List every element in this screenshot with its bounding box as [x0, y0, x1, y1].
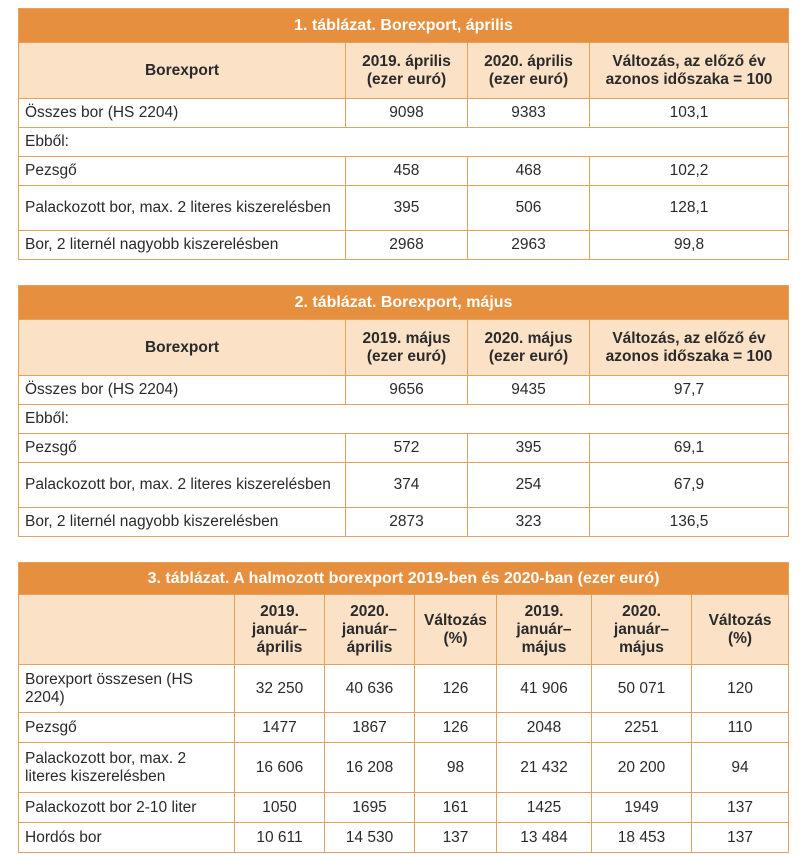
- row-label: Összes bor (HS 2204): [19, 376, 346, 405]
- table-cell: 1949: [592, 793, 692, 823]
- table-cell: 2968: [346, 231, 468, 260]
- table-cell: 9656: [346, 376, 468, 405]
- table-cell: 395: [468, 434, 590, 463]
- table-cell: 1695: [325, 793, 415, 823]
- row-label: Pezsgő: [19, 713, 235, 743]
- table-cell: 21 432: [497, 743, 592, 793]
- column-header: 2019. január–május: [497, 595, 592, 665]
- table-cell: 50 071: [592, 665, 692, 713]
- table-row: [19, 823, 789, 853]
- table-row: [19, 405, 789, 434]
- table-cell: 1867: [325, 713, 415, 743]
- table-row: [19, 793, 789, 823]
- table-cell: 2873: [346, 508, 468, 537]
- column-header: Változás (%): [415, 595, 497, 665]
- table-cell: 458: [346, 157, 468, 186]
- table-cell: 2251: [592, 713, 692, 743]
- table-row: [19, 713, 789, 743]
- table-cell: 137: [692, 793, 789, 823]
- table-cell: 2048: [497, 713, 592, 743]
- table-cell: 137: [692, 823, 789, 853]
- table-cell: 468: [468, 157, 590, 186]
- table-cell: 18 453: [592, 823, 692, 853]
- table-cell: 254: [468, 463, 590, 508]
- table-cell: 572: [346, 434, 468, 463]
- table-title: 3. táblázat. A halmozott borexport 2019-ben és 2020-ban (ezer euró): [19, 563, 789, 595]
- table-cell: 126: [415, 713, 497, 743]
- column-header: 2020. május (ezer euró): [468, 320, 590, 376]
- table-cell: 1050: [235, 793, 325, 823]
- table-cell: 9383: [468, 99, 590, 128]
- table-cell: 323: [468, 508, 590, 537]
- column-header: Borexport: [19, 43, 346, 99]
- row-label: Ebből:: [19, 128, 789, 157]
- column-header: 2020. január–április: [325, 595, 415, 665]
- row-label: Borexport összesen (HS 2204): [19, 665, 235, 713]
- table-cell: 98: [415, 743, 497, 793]
- column-header: [19, 595, 235, 665]
- table-cell: 103,1: [590, 99, 789, 128]
- table-cell: 110: [692, 713, 789, 743]
- table-title: 2. táblázat. Borexport, május: [19, 286, 789, 320]
- table-cell: 126: [415, 665, 497, 713]
- table-row: [19, 743, 789, 793]
- table-row: [19, 186, 789, 231]
- table-cell: 20 200: [592, 743, 692, 793]
- table-cell: 120: [692, 665, 789, 713]
- table-cell: 395: [346, 186, 468, 231]
- table-cell: 41 906: [497, 665, 592, 713]
- table-row: [19, 665, 789, 713]
- row-label: Bor, 2 liternél nagyobb kiszerelésben: [19, 508, 346, 537]
- row-label: Összes bor (HS 2204): [19, 99, 346, 128]
- row-label: Palackozott bor 2-10 liter: [19, 793, 235, 823]
- table-row: [19, 376, 789, 405]
- table-title: 1. táblázat. Borexport, április: [19, 9, 789, 43]
- row-label: Hordós bor: [19, 823, 235, 853]
- table-cell: 374: [346, 463, 468, 508]
- table-row: [19, 99, 789, 128]
- table-borexport-majus: [18, 285, 789, 537]
- table-cell: 16 606: [235, 743, 325, 793]
- table-cell: 506: [468, 186, 590, 231]
- table-cell: 9435: [468, 376, 590, 405]
- table-cell: 137: [415, 823, 497, 853]
- column-header: 2019. január–április: [235, 595, 325, 665]
- table-cell: 9098: [346, 99, 468, 128]
- table-cell: 40 636: [325, 665, 415, 713]
- table-row: [19, 463, 789, 508]
- row-label: Ebből:: [19, 405, 789, 434]
- row-label: Pezsgő: [19, 434, 346, 463]
- table-cell: 14 530: [325, 823, 415, 853]
- table-cell: 161: [415, 793, 497, 823]
- table-borexport-aprilis: [18, 8, 789, 260]
- table-cell: 67,9: [590, 463, 789, 508]
- table-cell: 10 611: [235, 823, 325, 853]
- row-label: Bor, 2 liternél nagyobb kiszerelésben: [19, 231, 346, 260]
- row-label: Palackozott bor, max. 2 literes kiszerelésben: [19, 463, 346, 508]
- column-header: Borexport: [19, 320, 346, 376]
- row-label: Palackozott bor, max. 2 literes kiszerelésben: [19, 743, 235, 793]
- table-cell: 2963: [468, 231, 590, 260]
- table-row: [19, 434, 789, 463]
- table-cell: 102,2: [590, 157, 789, 186]
- table-row: [19, 128, 789, 157]
- table-cell: 1425: [497, 793, 592, 823]
- table-cell: 128,1: [590, 186, 789, 231]
- column-header: 2020. január–május: [592, 595, 692, 665]
- column-header: 2019. április (ezer euró): [346, 43, 468, 99]
- table-cell: 16 208: [325, 743, 415, 793]
- column-header: Változás (%): [692, 595, 789, 665]
- table-row: [19, 231, 789, 260]
- table-cell: 1477: [235, 713, 325, 743]
- row-label: Pezsgő: [19, 157, 346, 186]
- table-halmozott-borexport: [18, 562, 789, 853]
- table-cell: 69,1: [590, 434, 789, 463]
- column-header: Változás, az előző év azonos időszaka = 100: [590, 320, 789, 376]
- column-header: Változás, az előző év azonos időszaka = 100: [590, 43, 789, 99]
- table-cell: 136,5: [590, 508, 789, 537]
- column-header: 2020. április (ezer euró): [468, 43, 590, 99]
- table-row: [19, 157, 789, 186]
- table-cell: 97,7: [590, 376, 789, 405]
- row-label: Palackozott bor, max. 2 literes kiszerelésben: [19, 186, 346, 231]
- table-cell: 94: [692, 743, 789, 793]
- table-cell: 13 484: [497, 823, 592, 853]
- table-cell: 32 250: [235, 665, 325, 713]
- table-row: [19, 508, 789, 537]
- column-header: 2019. május (ezer euró): [346, 320, 468, 376]
- table-cell: 99,8: [590, 231, 789, 260]
